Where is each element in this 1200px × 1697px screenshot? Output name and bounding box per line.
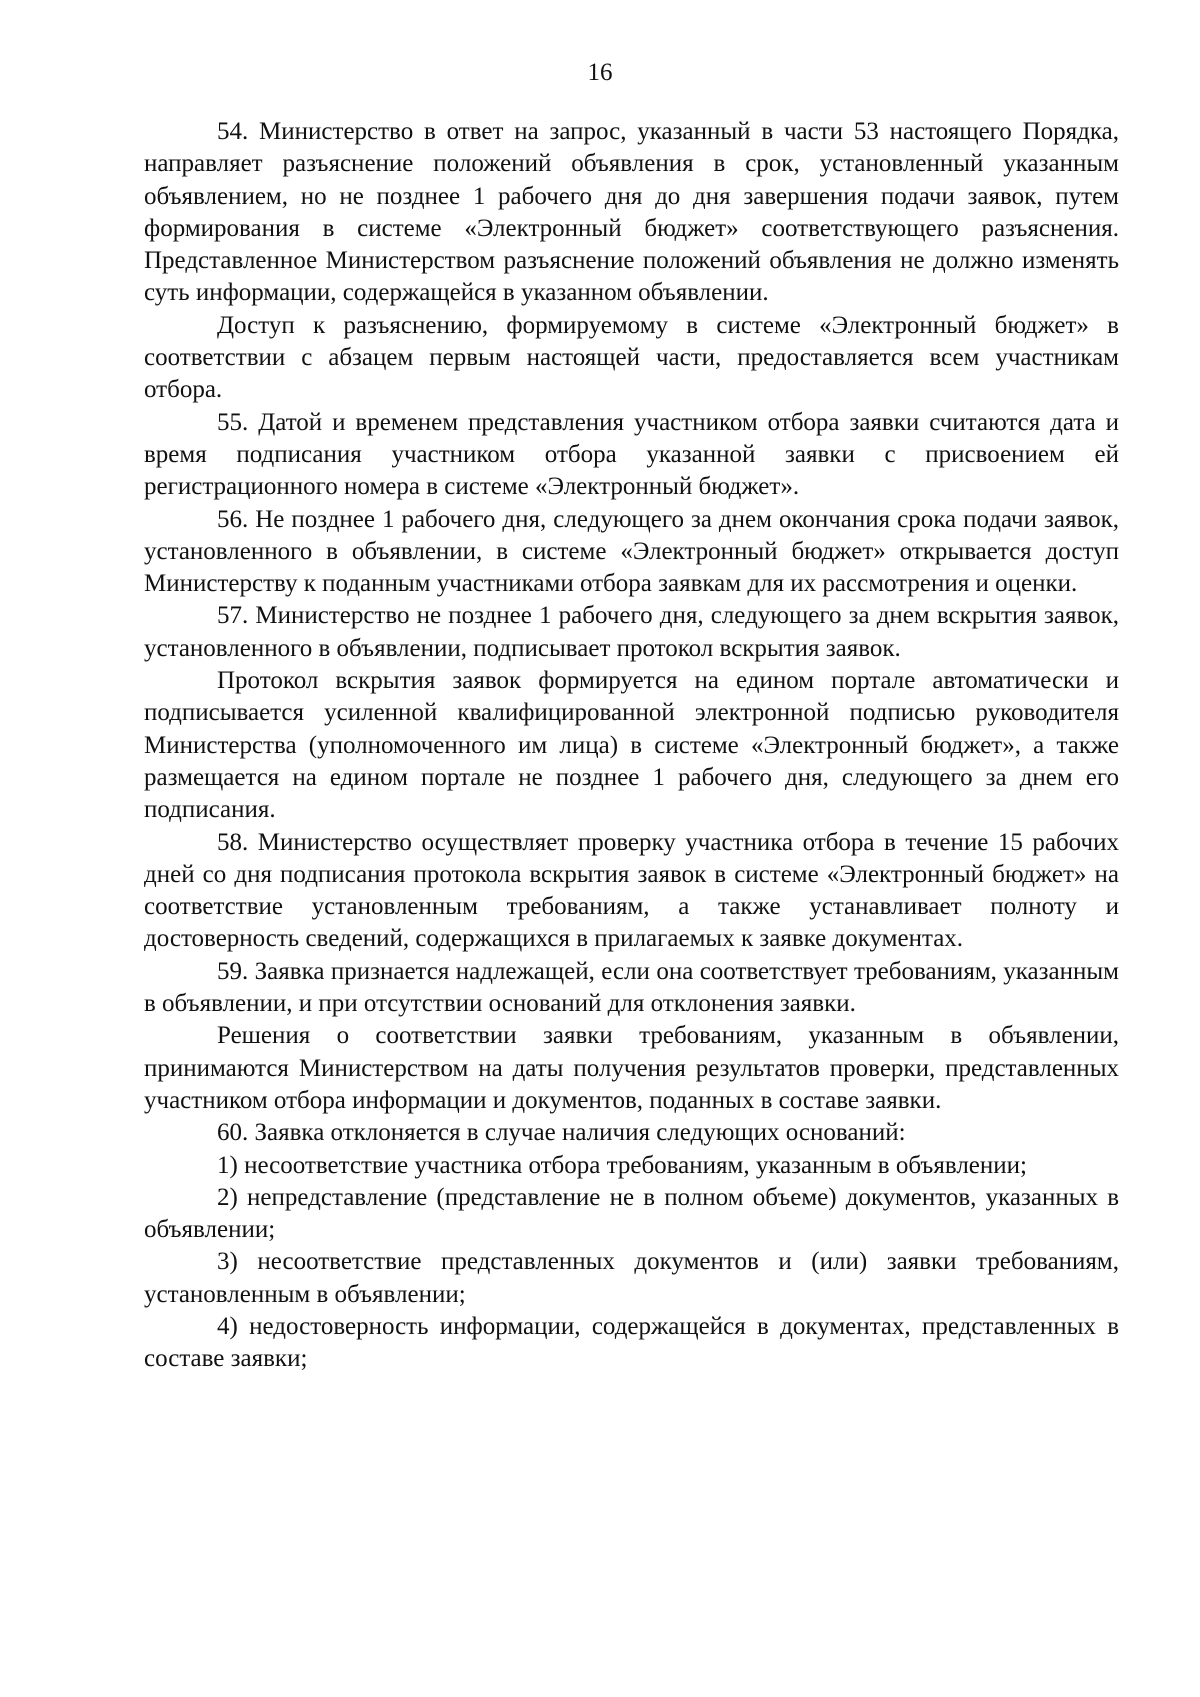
- paragraph-55: 55. Датой и временем представления участником отбора заявки считаются дата и время подписания участником отбора указанной заявки с присвоением ей регистрационного номера в системе «Электронный бюджет».: [144, 408, 1119, 501]
- paragraph-58: 58. Министерство осуществляет проверку участника отбора в течение 15 рабочих дней со дня подписания протокола вскрытия заявок в системе «Электронный бюджет» на соответствие установленным требованиям, а также устанавливает полноту и достоверность сведений, содержащихся в прилагаемых к заявке документах.: [144, 828, 1119, 953]
- paragraph-56: 56. Не позднее 1 рабочего дня, следующего за днем окончания срока подачи заявок, установленного в объявлении, в системе «Электронный бюджет» открывается доступ Министерству к поданным участниками отбора заявкам для их рассмотрения и оценки.: [144, 505, 1119, 598]
- page-number: 16: [587, 59, 613, 86]
- paragraph-59-decisions: Решения о соответствии заявки требованиям, указанным в объявлении, принимаются Министерством на даты получения результатов проверки, представленных участником отбора информации и документов, поданных в составе заявки.: [144, 1022, 1119, 1114]
- paragraph-57: 57. Министерство не позднее 1 рабочего дня, следующего за днем вскрытия заявок, установленного в объявлении, подписывает протокол вскрытия заявок.: [144, 602, 1119, 662]
- paragraph-60: 60. Заявка отклоняется в случае наличия следующих оснований:: [217, 1119, 906, 1147]
- document-body: [144, 116, 1119, 1376]
- list-item: 4) недостоверность информации, содержащейся в документах, представленных в составе заявки;: [144, 1312, 1119, 1373]
- list-item: 1) несоответствие участника отбора требованиям, указанным в объявлении;: [217, 1151, 1027, 1179]
- paragraph-57-protocol: Протокол вскрытия заявок формируется на едином портале автоматически и подписывается усиленной квалифицированной электронной подписью руководителя Министерства (уполномоченного им лица) в системе «Электронный бюджет», а также размещается на едином портале не позднее 1 рабочего дня, следующего за днем его подписания.: [144, 667, 1119, 824]
- paragraph-59: 59. Заявка признается надлежащей, если она соответствует требованиям, указанным в объявлении, и при отсутствии оснований для отклонения заявки.: [144, 957, 1119, 1018]
- list-item: 3) несоответствие представленных документов и (или) заявки требованиям, установленным в объявлении;: [144, 1248, 1119, 1308]
- list-item: 2) непредставление (представление не в полном объеме) документов, указанных в объявлении;: [144, 1183, 1119, 1244]
- paragraph-54-access: Доступ к разъяснению, формируемому в системе «Электронный бюджет» в соответствии с абзацем первым настоящей части, предоставляется всем участникам отбора.: [144, 311, 1119, 404]
- paragraph-54: 54. Министерство в ответ на запрос, указанный в части 53 настоящего Порядка, направляет разъяснение положений объявления в срок, установленный указанным объявлением, но не позднее 1 рабочего дня до дня завершения подачи заявок, путем формирования в системе «Электронный бюджет» соответствующего разъяснения. Представленное Министерством разъяснение положений объявления не должно изменять суть информации, содержащейся в указанном объявлении.: [144, 118, 1119, 307]
